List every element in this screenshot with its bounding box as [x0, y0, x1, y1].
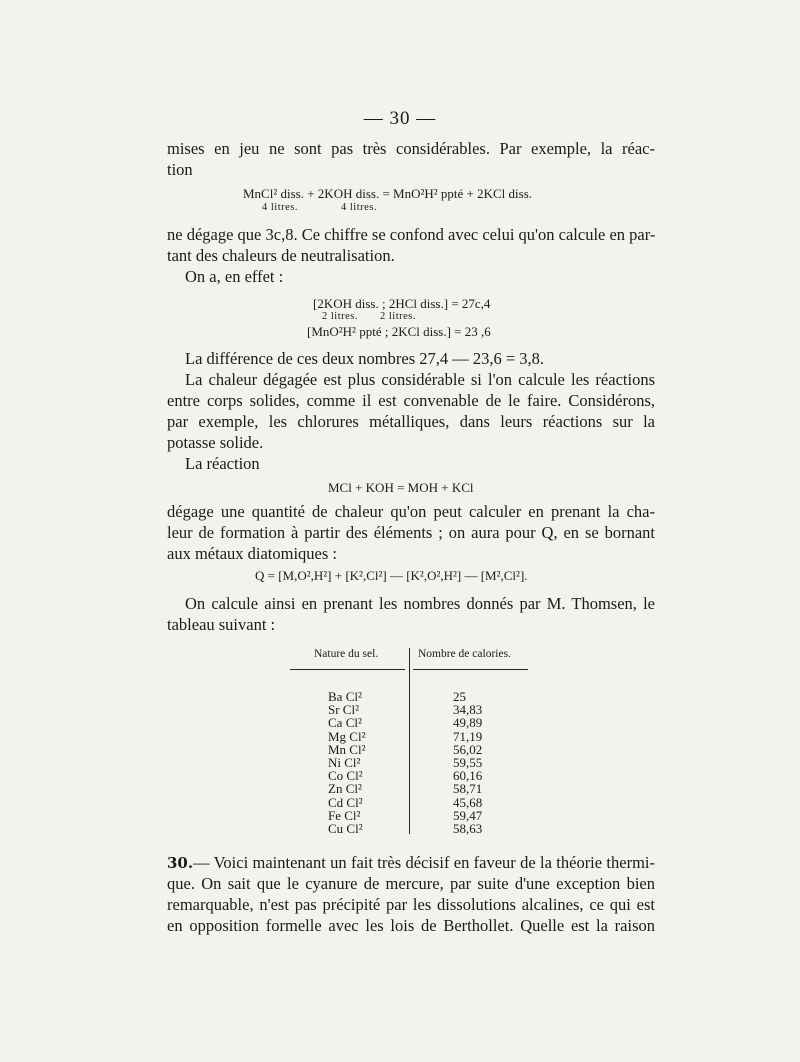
- table-cell-salt: Cu Cl²: [328, 821, 363, 836]
- body-line: potasse solide.: [167, 433, 264, 452]
- body-line: On calcule ainsi en prenant les nombres donnés par M. Thomsen, le: [185, 594, 655, 613]
- table-cell-calories: 58,71: [453, 781, 483, 797]
- section-number: 30.: [167, 854, 194, 872]
- body-line: La chaleur dégagée est plus considérable si l'on calcule les réactions: [185, 370, 655, 389]
- body-line: ne dégage que 3c,8. Ce chiffre se confond avec celui qu'on calcule en par-: [167, 225, 656, 244]
- body-line: [167, 853, 655, 874]
- table-cell-salt: Ni Cl²: [328, 755, 361, 770]
- reaction-equation: MnCl² diss. + 2KOH diss. = MnO²H² ppté + 2KCl diss.: [243, 186, 533, 201]
- table-cell-salt: Ba Cl²: [328, 689, 362, 704]
- page-number: — 30 —: [363, 108, 437, 129]
- body-line: que. On sait que le cyanure de mercure, par suite d'une exception bien: [167, 874, 655, 893]
- body-line: mises en jeu ne sont pas très considérables. Par exemple, la réac-: [167, 139, 655, 158]
- table-cell-salt: Co Cl²: [328, 768, 363, 784]
- body-line: tableau suivant :: [167, 615, 276, 634]
- table-cell-calories: 34,83: [453, 702, 483, 718]
- body-line: leur de formation à partir des éléments ; on aura pour Q, en se bornant: [167, 523, 655, 542]
- table-cell-calories: 71,19: [453, 728, 483, 744]
- table-cell-calories: 59,55: [453, 755, 483, 770]
- table-divider: [409, 648, 410, 834]
- body-line: dégage une quantité de chaleur qu'on peut calculer en prenant la cha-: [167, 502, 655, 521]
- body-line: On a, en effet :: [185, 267, 284, 286]
- table-cell-calories: 58,63: [453, 821, 483, 836]
- table-rule: [290, 669, 405, 670]
- table-cell-calories: 56,02: [453, 741, 483, 757]
- table-header-salt: Nature du sel.: [314, 648, 379, 660]
- table-cell-salt: Mg Cl²: [328, 728, 366, 744]
- table-cell-salt: Mn Cl²: [328, 741, 366, 757]
- heat-equation: [2KOH diss. ; 2HCl diss.] = 27c,4: [313, 296, 491, 311]
- table-cell-calories: 60,16: [453, 768, 483, 784]
- q-formula: Q = [M,O²,H²] + [K²,Cl²] — [K²,O²,H²] — [M²,Cl²].: [255, 568, 528, 583]
- table-cell-salt: Cd Cl²: [328, 794, 363, 810]
- body-line-text: — Voici maintenant un fait très décisif en faveur de la théorie thermi-: [193, 853, 655, 872]
- body-line: tant des chaleurs de neutralisation.: [167, 246, 395, 265]
- table-header-calories: Nombre de calories.: [418, 648, 511, 660]
- equation-annotation: 4 litres.: [341, 202, 377, 213]
- table-cell-salt: Sr Cl²: [328, 702, 359, 718]
- body-line: en opposition formelle avec les lois de Berthollet. Quelle est la raison: [167, 916, 655, 935]
- body-line: aux métaux diatomiques :: [167, 544, 338, 563]
- table-cell-calories: 59,47: [453, 807, 483, 823]
- table-rule: [413, 669, 528, 670]
- reaction-equation: MCl + KOH = MOH + KCl: [328, 480, 474, 495]
- table-cell-calories: 25: [453, 689, 466, 704]
- body-line: La différence de ces deux nombres 27,4 — 23,6 = 3,8.: [185, 349, 545, 368]
- body-line: remarquable, n'est pas précipité par les dissolutions alcalines, ce qui est: [167, 895, 655, 914]
- table-cell-calories: 45,68: [453, 794, 483, 810]
- body-line: tion: [167, 160, 193, 179]
- equation-annotation: 2 litres.: [322, 311, 358, 322]
- body-line: entre corps solides, comme il est convenable de le faire. Considérons,: [167, 391, 655, 410]
- table-cell-salt: Zn Cl²: [328, 781, 362, 797]
- heat-equation: [MnO²H² ppté ; 2KCl diss.] = 23 ,6: [307, 324, 491, 339]
- body-line: La réaction: [185, 454, 260, 473]
- body-line: par exemple, les chlorures métalliques, dans leurs réactions sur la: [167, 412, 655, 431]
- equation-annotation: 2 litres.: [380, 311, 416, 322]
- table-cell-salt: Fe Cl²: [328, 807, 361, 823]
- table-cell-salt: Ca Cl²: [328, 715, 362, 731]
- table-cell-calories: 49,89: [453, 715, 483, 731]
- equation-annotation: 4 litres.: [262, 202, 298, 213]
